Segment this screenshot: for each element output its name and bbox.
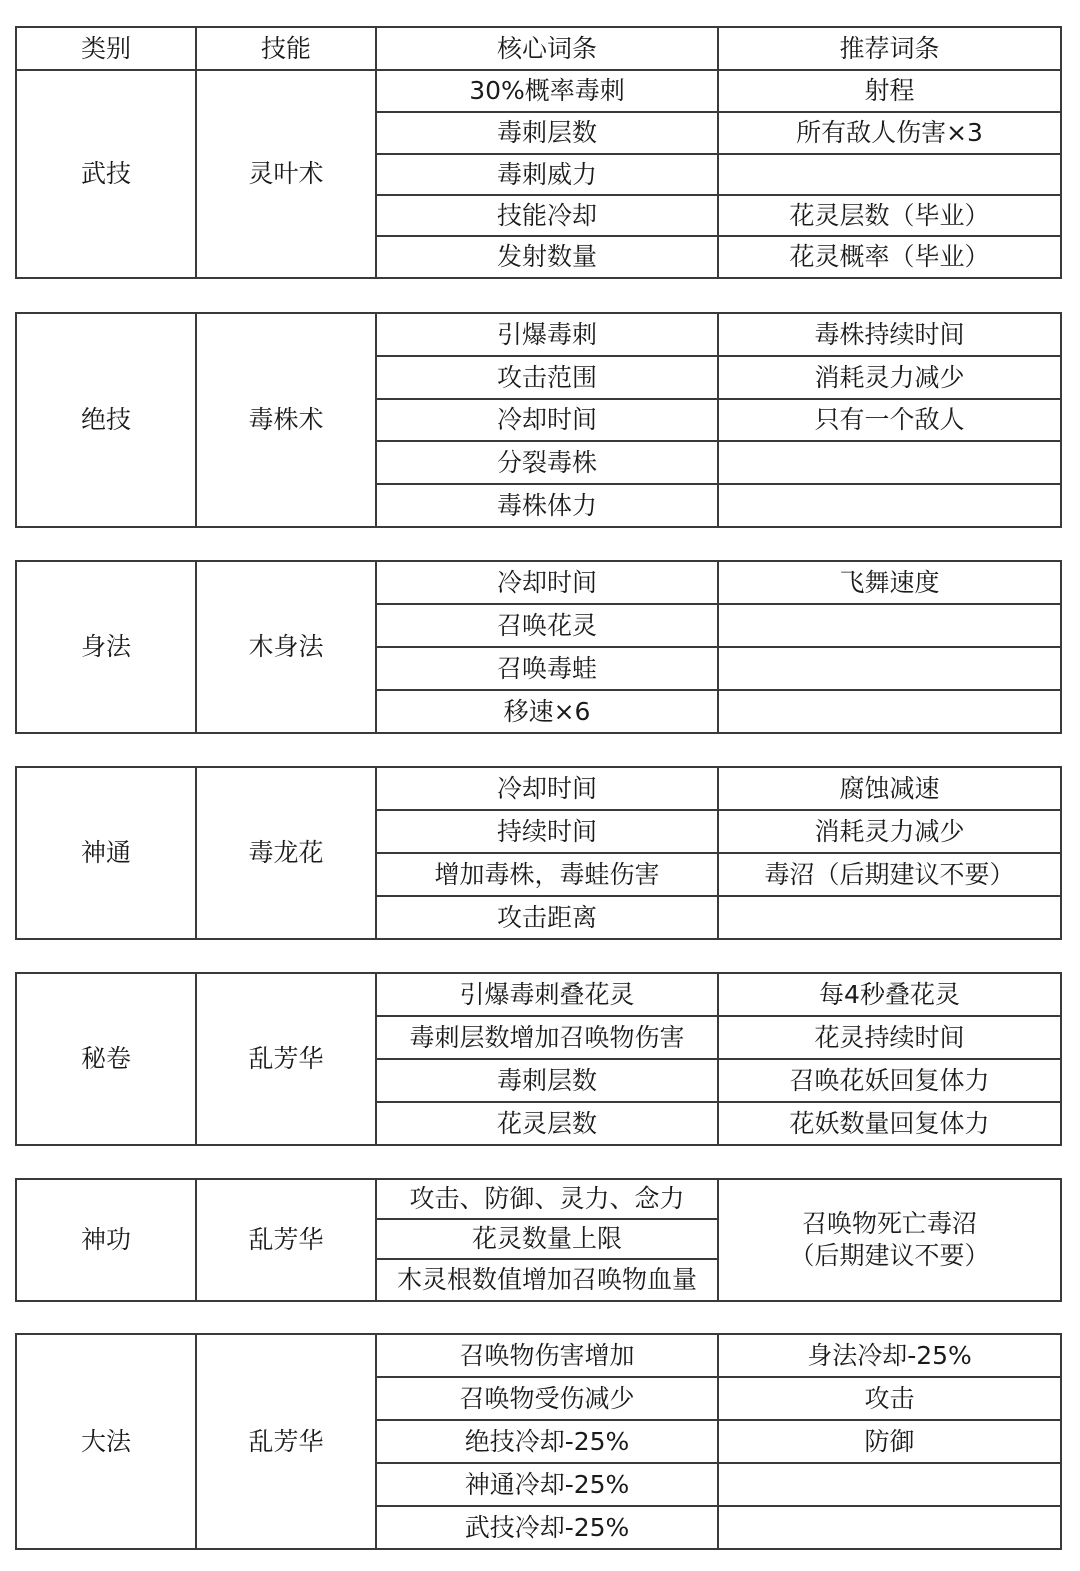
core-cell: 武技冷却-25%	[376, 1506, 718, 1549]
rec-cell: 花灵持续时间	[718, 1016, 1061, 1059]
core-cell: 持续时间	[376, 810, 718, 853]
skill-table-shentong	[15, 766, 1062, 940]
rec-cell: 每4秒叠花灵	[718, 973, 1061, 1016]
core-cell: 木灵根数值增加召唤物血量	[376, 1259, 718, 1301]
category-cell: 绝技	[16, 313, 196, 527]
rec-line: （后期建议不要）	[789, 1241, 990, 1270]
core-cell: 花灵层数	[376, 1102, 718, 1145]
core-cell: 召唤毒蛙	[376, 647, 718, 690]
core-cell: 攻击、防御、灵力、念力	[376, 1179, 718, 1219]
core-cell: 增加毒株，毒蛙伤害	[376, 853, 718, 896]
header-row	[16, 27, 1061, 70]
skill-table-wuji	[15, 26, 1062, 279]
core-cell: 毒株体力	[376, 484, 718, 527]
table-row	[16, 561, 1061, 604]
table-row	[16, 973, 1061, 1016]
core-cell: 技能冷却	[376, 195, 718, 236]
core-cell: 毒刺层数	[376, 112, 718, 154]
core-cell: 引爆毒刺叠花灵	[376, 973, 718, 1016]
rec-cell-merged	[718, 1179, 1061, 1301]
rec-cell: 射程	[718, 70, 1061, 112]
core-cell: 毒刺层数增加召唤物伤害	[376, 1016, 718, 1059]
core-cell: 召唤花灵	[376, 604, 718, 647]
core-cell: 毒刺层数	[376, 1059, 718, 1102]
header-category: 类别	[16, 27, 196, 70]
rec-cell	[718, 441, 1061, 484]
rec-cell: 花灵概率（毕业）	[718, 236, 1061, 278]
category-cell: 神通	[16, 767, 196, 939]
core-cell: 移速×6	[376, 690, 718, 733]
rec-cell: 腐蚀减速	[718, 767, 1061, 810]
rec-cell: 花妖数量回复体力	[718, 1102, 1061, 1145]
core-cell: 分裂毒株	[376, 441, 718, 484]
core-cell: 冷却时间	[376, 399, 718, 441]
core-cell: 神通冷却-25%	[376, 1463, 718, 1506]
rec-cell: 消耗灵力减少	[718, 810, 1061, 853]
rec-cell	[718, 604, 1061, 647]
rec-cell	[718, 484, 1061, 527]
core-cell: 绝技冷却-25%	[376, 1420, 718, 1463]
rec-cell: 防御	[718, 1420, 1061, 1463]
header-core: 核心词条	[376, 27, 718, 70]
header-skill: 技能	[196, 27, 376, 70]
rec-cell: 所有敌人伤害×3	[718, 112, 1061, 154]
rec-cell: 召唤花妖回复体力	[718, 1059, 1061, 1102]
rec-cell: 身法冷却-25%	[718, 1334, 1061, 1377]
skill-table-mijuan	[15, 972, 1062, 1146]
table-row	[16, 313, 1061, 356]
skill-cell: 灵叶术	[196, 70, 376, 278]
rec-line: 召唤物死亡毒沼	[801, 1208, 977, 1238]
category-cell: 武技	[16, 70, 196, 278]
table-row	[16, 70, 1061, 112]
skill-table-shengong	[15, 1178, 1062, 1302]
rec-cell	[718, 690, 1061, 733]
rec-cell	[718, 896, 1061, 939]
category-cell: 身法	[16, 561, 196, 733]
skill-cell: 木身法	[196, 561, 376, 733]
rec-cell: 花灵层数（毕业）	[718, 195, 1061, 236]
rec-cell: 飞舞速度	[718, 561, 1061, 604]
skill-cell: 毒龙花	[196, 767, 376, 939]
rec-cell	[718, 1463, 1061, 1506]
rec-cell: 消耗灵力减少	[718, 356, 1061, 399]
rec-cell: 毒株持续时间	[718, 313, 1061, 356]
core-cell: 冷却时间	[376, 561, 718, 604]
core-cell: 攻击距离	[376, 896, 718, 939]
rec-cell: 攻击	[718, 1377, 1061, 1420]
rec-cell	[718, 647, 1061, 690]
rec-cell: 只有一个敌人	[718, 399, 1061, 441]
core-cell: 30%概率毒刺	[376, 70, 718, 112]
skill-table-jueji	[15, 312, 1062, 528]
rec-cell: 毒沼（后期建议不要）	[718, 853, 1061, 896]
category-cell: 神功	[16, 1179, 196, 1301]
core-cell: 花灵数量上限	[376, 1219, 718, 1259]
skill-cell: 乱芳华	[196, 1334, 376, 1549]
skill-cell: 乱芳华	[196, 973, 376, 1145]
core-cell: 毒刺威力	[376, 154, 718, 195]
category-cell: 大法	[16, 1334, 196, 1549]
rec-cell	[718, 154, 1061, 195]
header-recommended: 推荐词条	[718, 27, 1061, 70]
core-cell: 冷却时间	[376, 767, 718, 810]
category-cell: 秘卷	[16, 973, 196, 1145]
core-cell: 召唤物伤害增加	[376, 1334, 718, 1377]
skill-table-dafa	[15, 1333, 1062, 1550]
core-cell: 引爆毒刺	[376, 313, 718, 356]
skill-table-shenfa	[15, 560, 1062, 734]
skill-cell: 毒株术	[196, 313, 376, 527]
table-row	[16, 1334, 1061, 1377]
table-row	[16, 767, 1061, 810]
core-cell: 攻击范围	[376, 356, 718, 399]
skill-cell: 乱芳华	[196, 1179, 376, 1301]
core-cell: 召唤物受伤减少	[376, 1377, 718, 1420]
table-row	[16, 1179, 1061, 1219]
core-cell: 发射数量	[376, 236, 718, 278]
rec-cell	[718, 1506, 1061, 1549]
